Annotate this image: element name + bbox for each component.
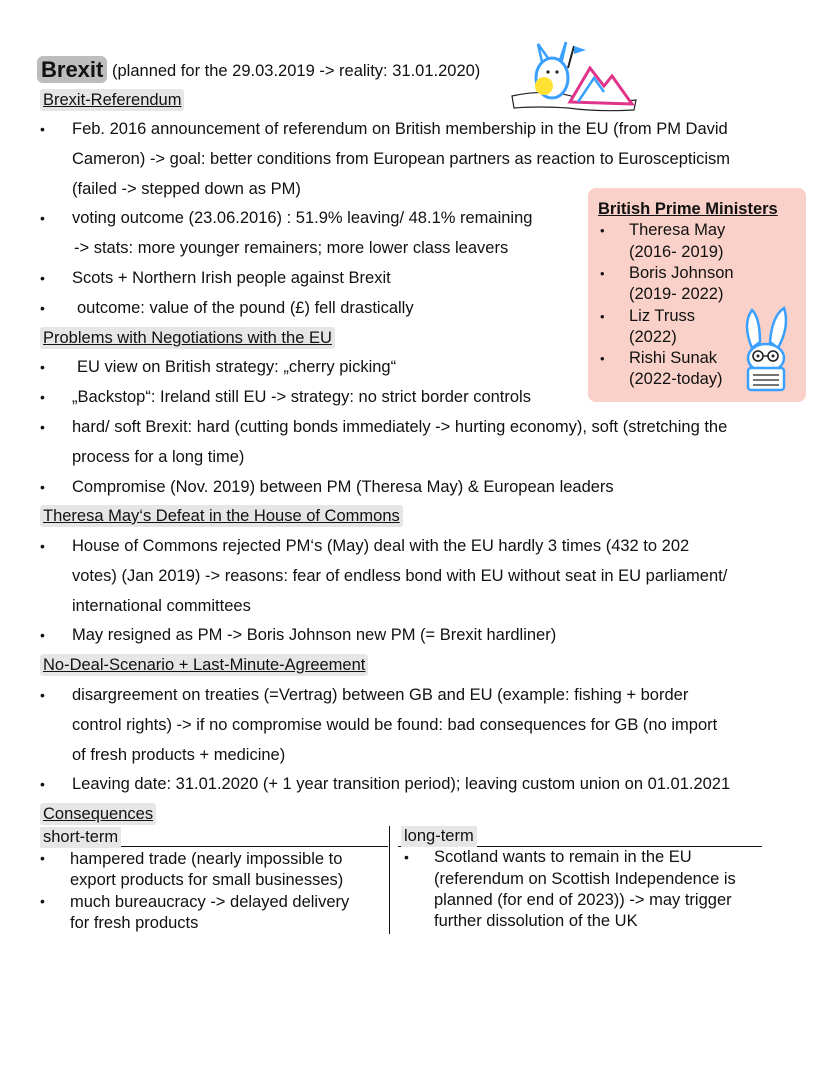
short-term-line: for fresh products: [70, 914, 199, 932]
bullet-glyph: •: [40, 687, 45, 703]
pm-years: (2016- 2019): [629, 243, 724, 261]
bullet-glyph: •: [40, 893, 45, 909]
pm-years: (2019- 2022): [629, 285, 724, 303]
negotiations-line: EU view on British strategy: „cherry picking“: [77, 358, 397, 376]
defeat-line: votes) (Jan 2019) -> reasons: fear of endless bond with EU without seat in EU parliament/: [72, 567, 728, 585]
heading-referendum: Brexit-Referendum: [40, 89, 184, 111]
short-term-line: much bureaucracy -> delayed delivery: [70, 893, 350, 911]
pm-years: (2022-today): [629, 370, 723, 388]
title-dates: (planned for the 29.03.2019 -> reality: 31.01.2020): [112, 62, 481, 80]
referendum-line: Cameron) -> goal: better conditions from European partners as reaction to Euroscepticism: [72, 150, 731, 168]
long-term-label: long-term: [401, 826, 477, 847]
bullet-glyph: •: [40, 850, 45, 866]
referendum-line: Feb. 2016 announcement of referendum on British membership in the EU (from PM David: [72, 120, 728, 138]
long-term-line: Scotland wants to remain in the EU: [434, 848, 692, 866]
negotiations-line: Compromise (Nov. 2019) between PM (Theresa May) & European leaders: [72, 478, 614, 496]
bullet-glyph: •: [404, 849, 409, 865]
defeat-line: international committees: [72, 597, 251, 615]
nodeal-line: of fresh products + medicine): [72, 746, 286, 764]
bullet-glyph: •: [600, 309, 605, 324]
pm-name: Boris Johnson: [629, 264, 734, 282]
referendum-line: outcome: value of the pound (£) fell drastically: [77, 299, 414, 317]
heading-consequences: Consequences: [40, 803, 156, 825]
page-title: Brexit: [37, 56, 107, 83]
bullet-glyph: •: [600, 223, 605, 238]
pm-years: (2022): [629, 328, 677, 346]
heading-defeat: Theresa May‘s Defeat in the House of Commons: [40, 505, 403, 527]
bullet-glyph: •: [40, 389, 45, 405]
negotiations-line: process for a long time): [72, 448, 245, 466]
defeat-line: House of Commons rejected PM‘s (May) deal with the EU hardly 3 times (432 to 202: [72, 537, 690, 555]
bullet-glyph: •: [40, 121, 45, 137]
pm-name: Theresa May: [629, 221, 726, 239]
long-term-line: (referendum on Scottish Independence is: [434, 870, 736, 888]
bullet-glyph: •: [600, 266, 605, 281]
negotiations-line: „Backstop“: Ireland still EU -> strategy: no strict border controls: [72, 388, 531, 406]
heading-nodeal: No-Deal-Scenario + Last-Minute-Agreement: [40, 654, 368, 676]
short-term-line: export products for small businesses): [70, 871, 344, 889]
bullet-glyph: •: [40, 300, 45, 316]
prime-ministers-title: British Prime Ministers: [598, 200, 778, 218]
rabbit-reading-sticker: [738, 304, 798, 396]
heading-negotiations: Problems with Negotiations with the EU: [40, 327, 335, 349]
pm-name: Rishi Sunak: [629, 349, 718, 367]
short-term-label: short-term: [40, 827, 121, 848]
nodeal-line: control rights) -> if no compromise would be found: bad consequences for GB (no import: [72, 716, 718, 734]
bullet-glyph: •: [40, 627, 45, 643]
referendum-line: voting outcome (23.06.2016) : 51.9% leaving/ 48.1% remaining: [72, 209, 533, 227]
rabbit-flag-sticker: [508, 38, 640, 112]
bullet-glyph: •: [40, 270, 45, 286]
bullet-glyph: •: [40, 479, 45, 495]
referendum-line: -> stats: more younger remainers; more lower class leavers: [74, 239, 509, 257]
bullet-glyph: •: [600, 351, 605, 366]
long-term-line: planned (for end of 2023)) -> may trigger: [434, 891, 732, 909]
short-term-line: hampered trade (nearly impossible to: [70, 850, 343, 868]
negotiations-line: hard/ soft Brexit: hard (cutting bonds immediately -> hurting economy), soft (stretching the: [72, 418, 728, 436]
referendum-line: (failed -> stepped down as PM): [72, 180, 301, 198]
bullet-glyph: •: [40, 538, 45, 554]
bullet-glyph: •: [40, 210, 45, 226]
defeat-line: May resigned as PM -> Boris Johnson new PM (= Brexit hardliner): [72, 626, 557, 644]
pm-name: Liz Truss: [629, 307, 696, 325]
long-term-line: further dissolution of the UK: [434, 912, 638, 930]
column-divider: [389, 826, 390, 934]
nodeal-line: disargreement on treaties (=Vertrag) between GB and EU (example: fishing + border: [72, 686, 689, 704]
bullet-glyph: •: [40, 359, 45, 375]
referendum-line: Scots + Northern Irish people against Brexit: [72, 269, 391, 287]
bullet-glyph: •: [40, 776, 45, 792]
bullet-glyph: •: [40, 419, 45, 435]
nodeal-line: Leaving date: 31.01.2020 (+ 1 year transition period); leaving custom union on 01.01.2021: [72, 775, 731, 793]
